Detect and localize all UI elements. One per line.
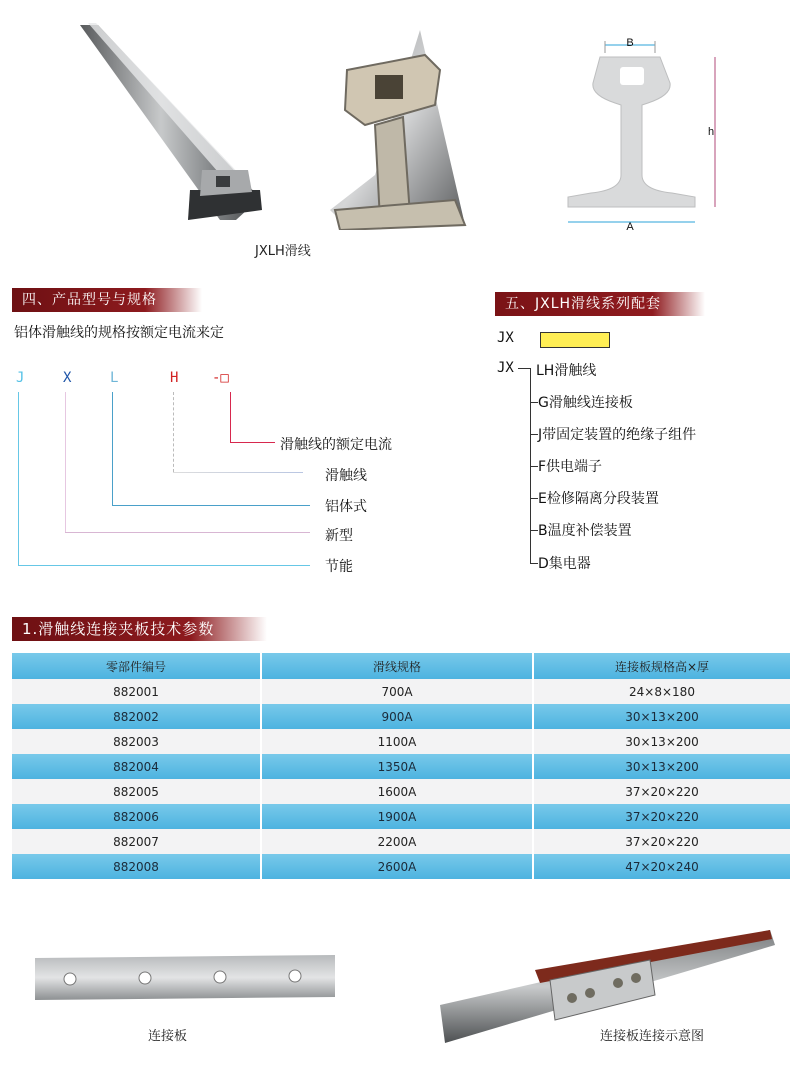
jx-branch-stem (518, 368, 530, 369)
item-f: F供电端子 (538, 459, 603, 475)
code-letter-x: X (63, 370, 72, 386)
jxlh-rail-photo-2 (325, 25, 470, 230)
item-lh: LH滑触线 (536, 363, 597, 379)
dim-a-label: A (626, 221, 634, 233)
connector-energy-h (18, 565, 310, 566)
connector-energy (18, 392, 19, 565)
cell-spec: 900A (261, 704, 533, 729)
jx-placeholder-box (540, 332, 610, 348)
plate-caption: 连接板 (148, 1029, 188, 1044)
branch-tick-4 (530, 498, 538, 499)
section4-subtitle: 铝体滑触线的规格按额定电流来定 (14, 325, 224, 341)
dim-b-label: B (626, 37, 634, 49)
item-g: G滑触线连接板 (538, 395, 633, 411)
table-row (12, 679, 791, 704)
label-energy: 节能 (325, 559, 353, 575)
rail-cross-section-diagram (560, 35, 730, 235)
label-rated-current: 滑触线的额定电流 (280, 437, 392, 453)
branch-tick-5 (530, 530, 538, 531)
item-e: E检修隔离分段装置 (538, 491, 659, 507)
table-row (12, 729, 791, 754)
table-row (12, 804, 791, 829)
item-d: D集电器 (538, 556, 591, 572)
connector-aluminum-h (112, 505, 310, 506)
section4-title: 四、产品型号与规格 (12, 288, 202, 312)
cell-plate: 24×8×180 (533, 679, 791, 704)
branch-tick-1 (530, 402, 538, 403)
table-row (12, 854, 791, 879)
connecting-plate-photo (35, 955, 335, 1000)
cell-spec: 1600A (261, 779, 533, 804)
cell-plate: 37×20×220 (533, 804, 791, 829)
cell-part: 882003 (12, 729, 261, 754)
cell-spec: 2200A (261, 829, 533, 854)
label-aluminum: 铝体式 (325, 499, 367, 515)
col-part-number: 零部件编号 (12, 653, 261, 679)
cell-part: 882006 (12, 804, 261, 829)
connector-new (65, 392, 66, 532)
cell-plate: 37×20×220 (533, 829, 791, 854)
jxlh-photo-caption: JXLH滑线 (255, 244, 311, 259)
cell-part: 882004 (12, 754, 261, 779)
connector-aluminum (112, 392, 113, 505)
code-letter-j: J (16, 370, 25, 386)
cell-part: 882001 (12, 679, 261, 704)
col-plate-spec: 连接板规格高×厚 (533, 653, 791, 679)
connector-rail (173, 392, 175, 472)
label-rail: 滑触线 (325, 468, 367, 484)
code-dash-box: -□ (212, 370, 229, 386)
cell-plate: 30×13×200 (533, 704, 791, 729)
connector-new-h (65, 532, 310, 533)
jx-label-1: JX (497, 330, 514, 346)
cell-plate: 30×13×200 (533, 729, 791, 754)
cell-plate: 37×20×220 (533, 779, 791, 804)
section1-title: 1.滑触线连接夹板技术参数 (12, 617, 267, 641)
code-letter-l: L (110, 370, 119, 386)
cell-spec: 1350A (261, 754, 533, 779)
clamp-parameter-table (12, 653, 792, 879)
label-new: 新型 (325, 528, 353, 544)
branch-tick-3 (530, 466, 538, 467)
cell-plate: 47×20×240 (533, 854, 791, 879)
col-rail-spec: 滑线规格 (261, 653, 533, 679)
cell-spec: 1100A (261, 729, 533, 754)
jxlh-rail-photo-1 (70, 20, 270, 225)
item-b: B温度补偿装置 (538, 523, 632, 539)
table-row (12, 754, 791, 779)
cell-spec: 1900A (261, 804, 533, 829)
cell-part: 882005 (12, 779, 261, 804)
connector-rated-current-h (230, 442, 275, 443)
branch-tick-6 (530, 563, 538, 564)
dim-h-label: h (708, 126, 715, 138)
connection-caption: 连接板连接示意图 (600, 1029, 705, 1044)
cell-part: 882007 (12, 829, 261, 854)
branch-tick-2 (530, 434, 538, 435)
cell-spec: 700A (261, 679, 533, 704)
cell-part: 882002 (12, 704, 261, 729)
cell-plate: 30×13×200 (533, 754, 791, 779)
table-row (12, 704, 791, 729)
cell-spec: 2600A (261, 854, 533, 879)
code-letter-h: H (170, 370, 179, 386)
table-row (12, 829, 791, 854)
table-header-row (12, 653, 791, 679)
jx-label-2: JX (497, 360, 514, 376)
cell-part: 882008 (12, 854, 261, 879)
connector-rated-current (230, 392, 231, 442)
table-row (12, 779, 791, 804)
section5-title: 五、JXLH滑线系列配套 (495, 292, 705, 316)
connector-rail-h (173, 472, 303, 473)
item-j: J带固定装置的绝缘子组件 (538, 427, 697, 443)
